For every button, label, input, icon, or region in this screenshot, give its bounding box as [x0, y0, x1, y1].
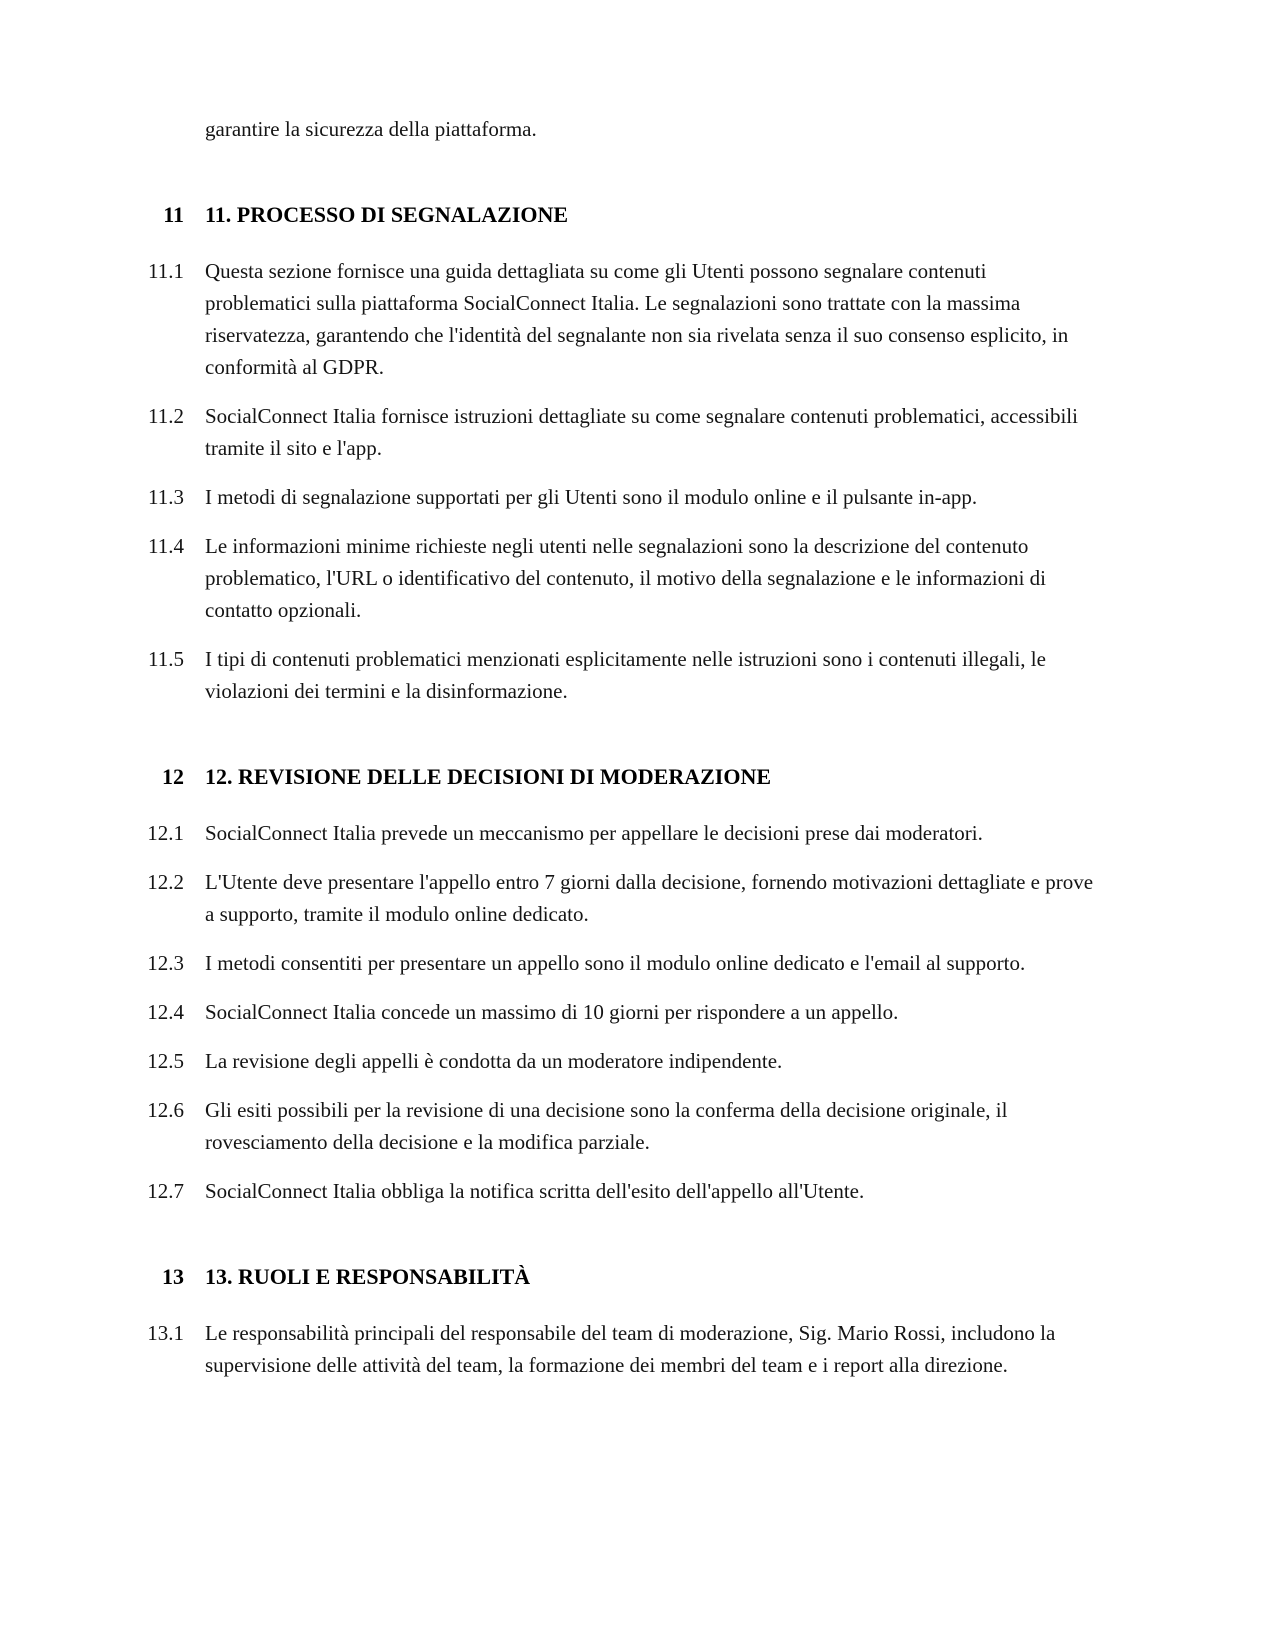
clause-text: SocialConnect Italia fornisce istruzioni dettagliate su come segnalare contenuti problematici, accessibili tramite il sito e l'app.	[205, 404, 1078, 460]
clause-number: 12.2	[147, 870, 184, 894]
section-11-heading	[135, 199, 1095, 231]
clause-number: 13.1	[147, 1321, 184, 1345]
clause-text: Gli esiti possibili per la revisione di una decisione sono la conferma della decisione originale, il rovesciamento della decisione e la modifica parziale.	[205, 1098, 1008, 1154]
clause-row	[135, 481, 1095, 513]
clause-number: 11.4	[148, 534, 184, 558]
clause-number: 11.2	[148, 404, 184, 428]
clause-text: I metodi consentiti per presentare un appello sono il modulo online dedicato e l'email al supporto.	[205, 951, 1026, 975]
clause-number: 11.5	[148, 647, 184, 671]
section-number: 11	[163, 202, 184, 227]
clause-row	[135, 400, 1095, 464]
section-12-heading	[135, 761, 1095, 793]
clause-row	[135, 255, 1095, 383]
clause-number: 12.3	[147, 951, 184, 975]
clause-text: SocialConnect Italia concede un massimo di 10 giorni per rispondere a un appello.	[205, 1000, 899, 1024]
clause-number: 11.1	[148, 259, 184, 283]
clause-text: La revisione degli appelli è condotta da un moderatore indipendente.	[205, 1049, 783, 1073]
clause-row	[135, 947, 1095, 979]
section-title: 13. RUOLI E RESPONSABILITÀ	[205, 1264, 531, 1289]
section-13-heading	[135, 1261, 1095, 1293]
clause-row	[135, 996, 1095, 1028]
clause-row	[135, 1317, 1095, 1381]
clause-text: I metodi di segnalazione supportati per gli Utenti sono il modulo online e il pulsante in-app.	[205, 485, 978, 509]
clause-text: I tipi di contenuti problematici menzionati esplicitamente nelle istruzioni sono i contenuti illegali, le violazioni dei termini e la disinformazione.	[205, 647, 1046, 703]
continuation-text: garantire la sicurezza della piattaforma.	[205, 117, 537, 141]
clause-text: SocialConnect Italia prevede un meccanismo per appellare le decisioni prese dai moderatori.	[205, 821, 983, 845]
section-title: 11. PROCESSO DI SEGNALAZIONE	[205, 202, 569, 227]
section-number: 13	[162, 1264, 184, 1289]
clause-text: SocialConnect Italia obbliga la notifica scritta dell'esito dell'appello all'Utente.	[205, 1179, 865, 1203]
clause-row	[135, 1094, 1095, 1158]
clause-number: 12.7	[147, 1179, 184, 1203]
continuation-paragraph	[135, 113, 1095, 145]
section-number: 12	[162, 764, 184, 789]
clause-number: 11.3	[148, 485, 184, 509]
clause-text: Le responsabilità principali del responsabile del team di moderazione, Sig. Mario Rossi, includono la supervisione delle attività del team, la formazione dei membri del team e i report alla direzione.	[205, 1321, 1056, 1377]
clause-number: 12.4	[147, 1000, 184, 1024]
clause-number: 12.5	[147, 1049, 184, 1073]
clause-row	[135, 817, 1095, 849]
clause-text: L'Utente deve presentare l'appello entro 7 giorni dalla decisione, fornendo motivazioni dettagliate e prove a supporto, tramite il modulo online dedicato.	[205, 870, 1094, 926]
clause-row	[135, 1045, 1095, 1077]
clause-number: 12.6	[147, 1098, 184, 1122]
clause-number: 12.1	[147, 821, 184, 845]
clause-text: Questa sezione fornisce una guida dettagliata su come gli Utenti possono segnalare contenuti problematici sulla piattaforma SocialConnect Italia. Le segnalazioni sono trattate con la massima riservatezza, garantendo che l'identità del segnalante non sia rivelata senza il suo consenso esplicito, in conformità al GDPR.	[205, 259, 1069, 379]
clause-row	[135, 866, 1095, 930]
clause-text: Le informazioni minime richieste negli utenti nelle segnalazioni sono la descrizione del contenuto problematico, l'URL o identificativo del contenuto, il motivo della segnalazione e le informazioni di contatto opzionali.	[205, 534, 1047, 622]
clause-row	[135, 530, 1095, 626]
section-title: 12. REVISIONE DELLE DECISIONI DI MODERAZIONE	[205, 764, 772, 789]
clause-row	[135, 643, 1095, 707]
clause-row	[135, 1175, 1095, 1207]
